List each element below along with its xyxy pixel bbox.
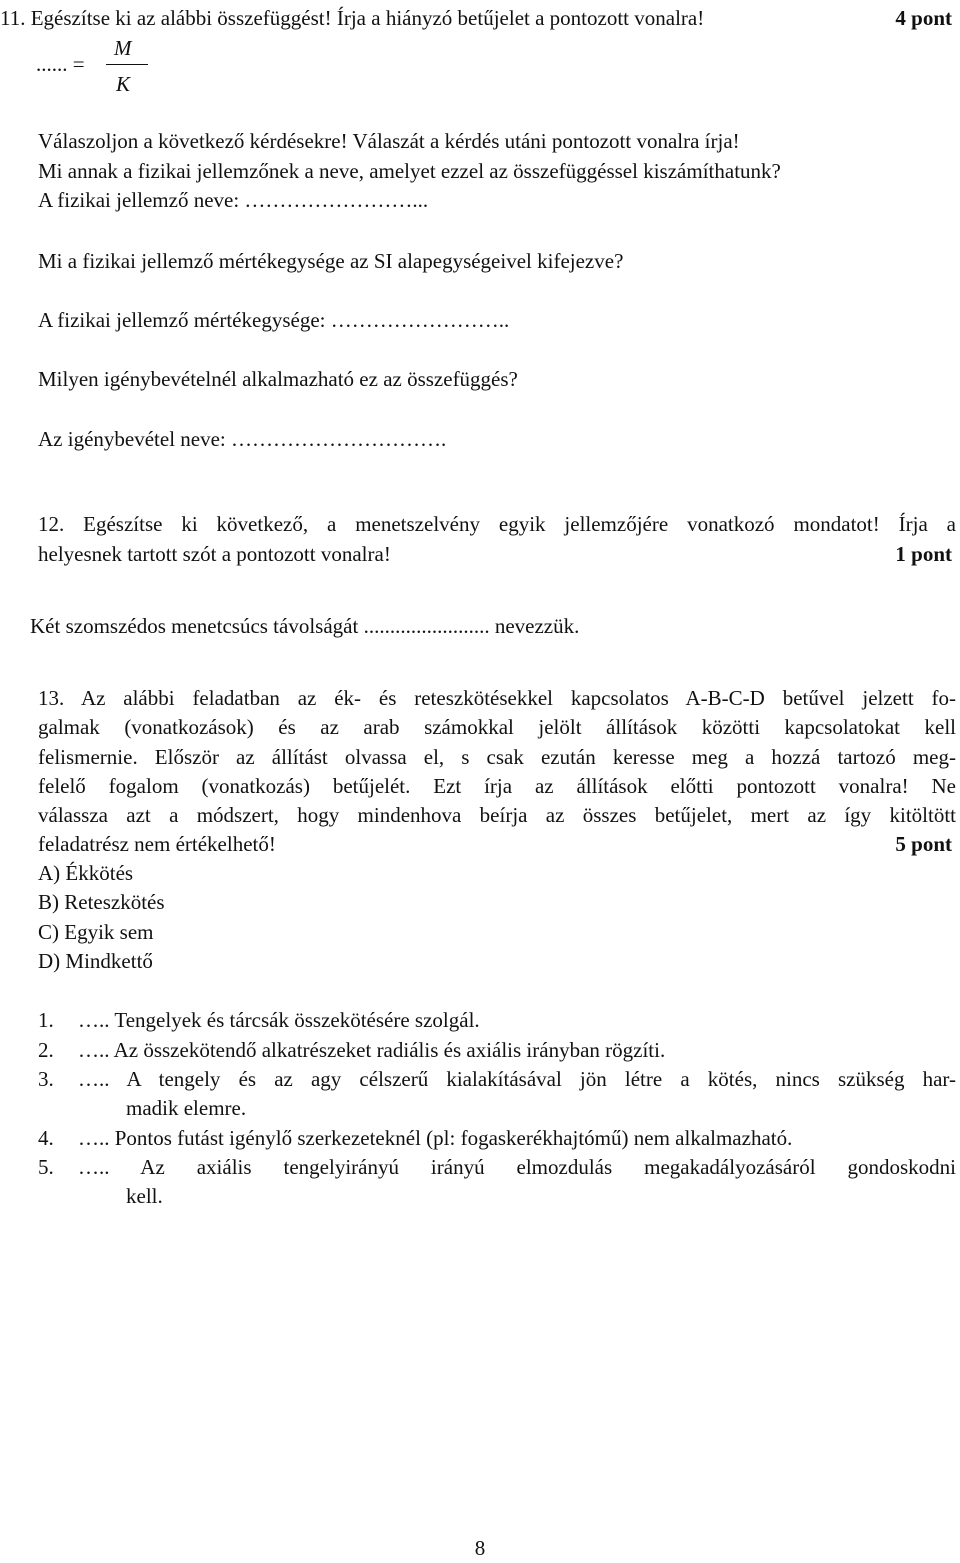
q11-points: 4 pont (895, 6, 952, 30)
q13-line-2: galmak (vonatkozások) és az arab számokkal jelölt állítások közötti kapcsolatokat kell (38, 715, 956, 739)
statement-5[interactable]: ….. Az axiális tengelyirányú irányú elmozdulás megakadályozásáról gondoskodni (78, 1155, 956, 1179)
option-a: A) Ékkötés (38, 861, 134, 885)
q13-points: 5 pont (895, 832, 952, 856)
formula-denominator: K (116, 72, 131, 96)
q12-points: 1 pont (895, 542, 952, 566)
statement-4[interactable]: ….. Pontos futást igénylő szerkezeteknél (pl: fogaskerékhajtómű) nem alkalmazható. (78, 1126, 793, 1150)
option-d: D) Mindkettő (38, 949, 153, 973)
q12-sentence[interactable]: Két szomszédos menetcsúcs távolságát ........................ nevezzük. (30, 614, 580, 638)
q12-line-2: helyesnek tartott szót a pontozott vonalra! (38, 542, 391, 566)
q13-line-4: felelő fogalom (vonatkozás) betűjelét. Ezt írja az állítások előtti pontozott vonalra! Ne (38, 774, 956, 798)
formula-numerator: M (114, 36, 132, 60)
option-b: B) Reteszkötés (38, 890, 165, 914)
fraction-bar (106, 64, 148, 65)
formula-blank[interactable]: ...... = (36, 52, 85, 76)
q11-question-1: Mi annak a fizikai jellemzőnek a neve, amelyet ezzel az összefüggéssel kiszámíthatunk? (38, 159, 781, 183)
q12-line-1: 12. Egészítse ki következő, a menetszelvény egyik jellemzőjére vonatkozó mondatot! Írja a (38, 512, 956, 536)
statement-2-num: 2. (38, 1038, 54, 1062)
q11-answer-2[interactable]: A fizikai jellemző mértékegysége: …………………….. (38, 308, 510, 332)
q13-line-5: válassza azt a módszert, hogy mindenhova beírja az összes betűjelet, mert az így kitöltött (38, 803, 956, 827)
q13-line-3: felismernie. Először az állítást olvassa el, s csak ezután keresse meg a hozzá tartozó meg- (38, 745, 956, 769)
statement-3-num: 3. (38, 1067, 54, 1091)
statement-3-cont: madik elemre. (126, 1096, 247, 1120)
q11-question-3: Milyen igénybevételnél alkalmazható ez az összefüggés? (38, 367, 518, 391)
q11-answer-3[interactable]: Az igénybevétel neve: …………………………. (38, 427, 447, 451)
q13-line-6: feladatrész nem értékelhető! (38, 832, 276, 856)
q11-answer-1[interactable]: A fizikai jellemző neve: ……………………... (38, 188, 429, 212)
statement-1-num: 1. (38, 1008, 54, 1032)
option-c: C) Egyik sem (38, 920, 154, 944)
q11-heading: 11. Egészítse ki az alábbi összefüggést! Írja a hiányzó betűjelet a pontozott vonalra! (0, 6, 705, 30)
statement-5-num: 5. (38, 1155, 54, 1179)
q11-formula (36, 34, 156, 94)
q11-question-2: Mi a fizikai jellemző mértékegysége az SI alapegységeivel kifejezve? (38, 249, 624, 273)
statement-3[interactable]: ….. A tengely és az agy célszerű kialakításával jön létre a kötés, nincs szükség har- (78, 1067, 956, 1091)
statement-2[interactable]: ….. Az összekötendő alkatrészeket radiális és axiális irányban rögzíti. (78, 1038, 666, 1062)
q11-heading-row (0, 4, 956, 33)
statement-1[interactable]: ….. Tengelyek és tárcsák összekötésére szolgál. (78, 1008, 480, 1032)
q13-line-1: 13. Az alábbi feladatban az ék- és reteszkötésekkel kapcsolatos A-B-C-D betűvel jelzett fo- (38, 686, 956, 710)
q11-instruction: Válaszoljon a következő kérdésekre! Válaszát a kérdés utáni pontozott vonalra írja! (38, 129, 740, 153)
statement-5-cont: kell. (126, 1184, 163, 1208)
statement-4-num: 4. (38, 1126, 54, 1150)
page-number: 8 (474, 1536, 486, 1560)
